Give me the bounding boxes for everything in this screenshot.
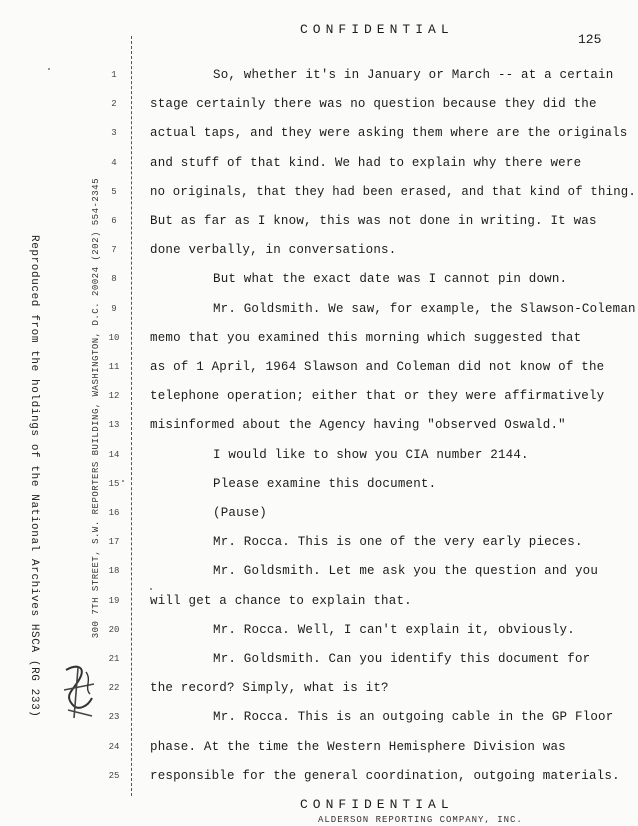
transcript-line: Mr. Rocca. This is one of the very early pieces. (213, 535, 583, 550)
margin-rule (131, 36, 132, 796)
line-number: 3 (111, 128, 117, 139)
line-number: 9 (111, 303, 117, 314)
transcript-line: done verbally, in conversations. (150, 243, 397, 258)
transcript-line: actual taps, and they were asking them where are the originals (150, 126, 628, 141)
line-number: 14 (108, 449, 120, 460)
scan-speck (150, 588, 152, 590)
footer-classification: CONFIDENTIAL (300, 797, 454, 812)
transcript-line: the record? Simply, what is it? (150, 681, 389, 696)
line-number: 22 (108, 683, 120, 694)
transcript-line: no originals, that they had been erased, and that kind of thing. (150, 184, 636, 199)
line-number: 16 (108, 508, 120, 518)
line-number: 7 (111, 245, 117, 256)
reporter-address: 300 7TH STREET, S.W. REPORTERS BUILDING, WASHINGTON, D.C. 20024 (202) 554-2345 (91, 178, 101, 639)
transcript-line: misinformed about the Agency having "observed Oswald." (150, 418, 566, 433)
transcript-line: stage certainly there was no question because they did the (150, 97, 597, 112)
line-number: 2 (111, 99, 117, 110)
transcript-line: Mr. Goldsmith. Can you identify this document for (213, 652, 591, 666)
line-number: 21 (108, 654, 120, 664)
transcript-line: But as far as I know, this was not done in writing. It was (150, 214, 597, 228)
transcript-line: responsible for the general coordination, outgoing materials. (150, 768, 620, 783)
footer-reporter: ALDERSON REPORTING COMPANY, INC. (318, 815, 523, 823)
header-classification: CONFIDENTIAL (300, 22, 454, 37)
line-number: 5 (111, 186, 117, 197)
transcript-line: and stuff of that kind. We had to explain why there were (150, 155, 582, 170)
line-number: 17 (108, 537, 120, 548)
line-number: 12 (108, 391, 120, 402)
scan-speck (48, 68, 50, 70)
line-number: 13 (108, 420, 120, 431)
transcript-line: Mr. Rocca. Well, I can't explain it, obviously. (213, 622, 575, 637)
line-number: 19 (108, 595, 120, 606)
line-number: 25 (108, 770, 120, 781)
line-number: 15 (108, 478, 120, 489)
reproduction-note: Reproduced from the holdings of the National Archives HSCA (RG 233) (28, 235, 40, 718)
transcript-line: will get a chance to explain that. (150, 593, 412, 608)
transcript-line: telephone operation; either that or they were affirmatively (150, 389, 605, 404)
line-number: 11 (108, 362, 120, 372)
handwritten-initials (58, 660, 102, 724)
transcript-line: Please examine this document. (213, 476, 437, 491)
page-number: 125 (578, 32, 602, 47)
transcript-line: (Pause) (213, 506, 267, 520)
transcript-line: memo that you examined this morning which suggested that (150, 330, 582, 345)
line-number: 23 (108, 712, 120, 723)
line-number: 20 (108, 624, 120, 635)
transcript-line: So, whether it's in January or March -- at a certain (213, 68, 614, 82)
line-number: 1 (111, 70, 117, 80)
line-number: 18 (108, 566, 120, 577)
line-number: 24 (108, 741, 120, 752)
transcript-line: as of 1 April, 1964 Slawson and Coleman did not know of the (150, 360, 605, 374)
line-number: 10 (108, 332, 120, 343)
transcript-line: But what the exact date was I cannot pin down. (213, 272, 568, 287)
line-number: 4 (111, 157, 117, 168)
transcript-line: Mr. Goldsmith. Let me ask you the question and you (213, 564, 599, 579)
line-number: 6 (111, 216, 117, 226)
transcript-line: Mr. Goldsmith. We saw, for example, the Slawson-Coleman (213, 301, 636, 316)
transcript-line: I would like to show you CIA number 2144. (213, 447, 529, 462)
scan-speck (122, 480, 124, 482)
transcript-line: phase. At the time the Western Hemisphere Division was (150, 739, 566, 754)
line-number: 8 (111, 274, 117, 285)
transcript-line: Mr. Rocca. This is an outgoing cable in the GP Floor (213, 710, 614, 725)
